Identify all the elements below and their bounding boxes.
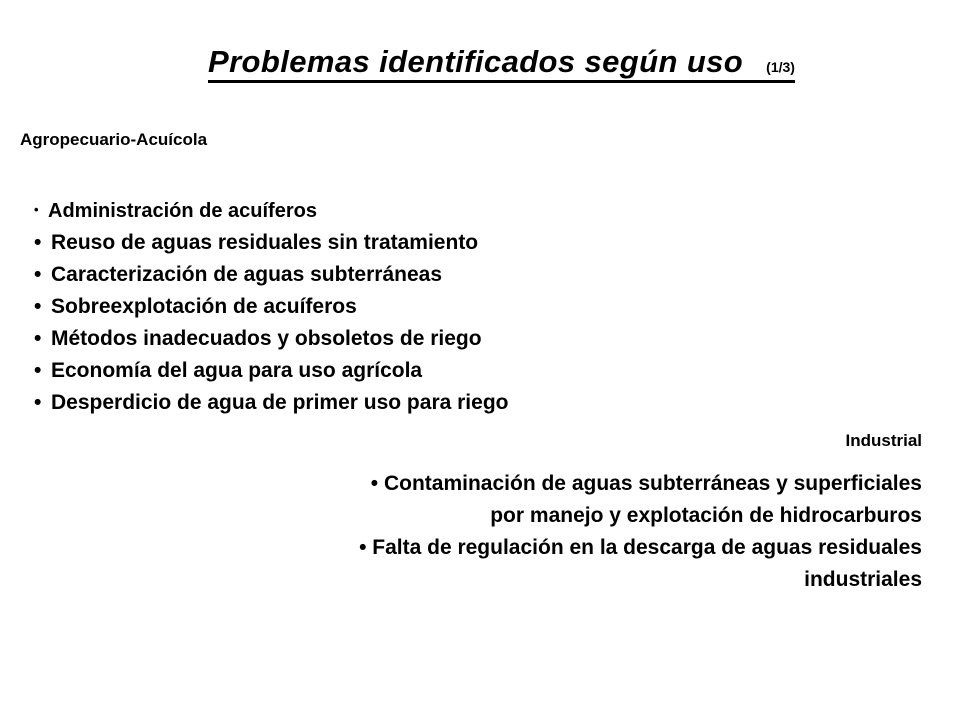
list-item bbox=[34, 387, 508, 419]
list-item-line: • Falta de regulación en la descarga de aguas residuales bbox=[359, 536, 922, 559]
list-item-text: Reuso de aguas residuales sin tratamiento bbox=[51, 231, 479, 254]
industrial-list bbox=[142, 468, 922, 596]
section-heading-industrial: Industrial bbox=[845, 431, 922, 450]
list-item bbox=[34, 259, 508, 291]
bullet-icon: • bbox=[34, 231, 42, 254]
list-item-text: Métodos inadecuados y obsoletos de riego bbox=[51, 327, 482, 350]
list-item bbox=[34, 355, 508, 387]
bullet-icon: • bbox=[34, 202, 39, 217]
bullet-icon: • bbox=[34, 263, 42, 286]
bullet-icon: • bbox=[34, 327, 42, 350]
list-item-line: por manejo y explotación de hidrocarburos bbox=[490, 504, 922, 527]
bullet-icon: • bbox=[34, 359, 42, 382]
list-item bbox=[34, 323, 508, 355]
title-page-indicator: (1/3) bbox=[766, 59, 795, 75]
list-item-text: Desperdicio de agua de primer uso para riego bbox=[51, 391, 509, 414]
title-text: Problemas identificados según uso bbox=[208, 44, 753, 79]
list-item bbox=[34, 291, 508, 323]
list-item bbox=[34, 194, 508, 227]
list-item-text: Economía del agua para uso agrícola bbox=[51, 359, 423, 382]
list-item bbox=[34, 227, 508, 259]
agropecuario-list bbox=[34, 194, 508, 419]
list-item-text: Caracterización de aguas subterráneas bbox=[51, 263, 443, 286]
list-item-line: industriales bbox=[804, 568, 922, 591]
list-item-line: • Contaminación de aguas subterráneas y superficiales bbox=[370, 472, 922, 495]
bullet-icon: • bbox=[34, 391, 42, 414]
section-heading-agropecuario: Agropecuario-Acuícola bbox=[20, 130, 208, 149]
bullet-icon: • bbox=[34, 295, 42, 318]
list-item-text: Sobreexplotación de acuíferos bbox=[51, 295, 357, 318]
list-item-text: Administración de acuíferos bbox=[48, 200, 317, 222]
page-title bbox=[208, 46, 795, 83]
